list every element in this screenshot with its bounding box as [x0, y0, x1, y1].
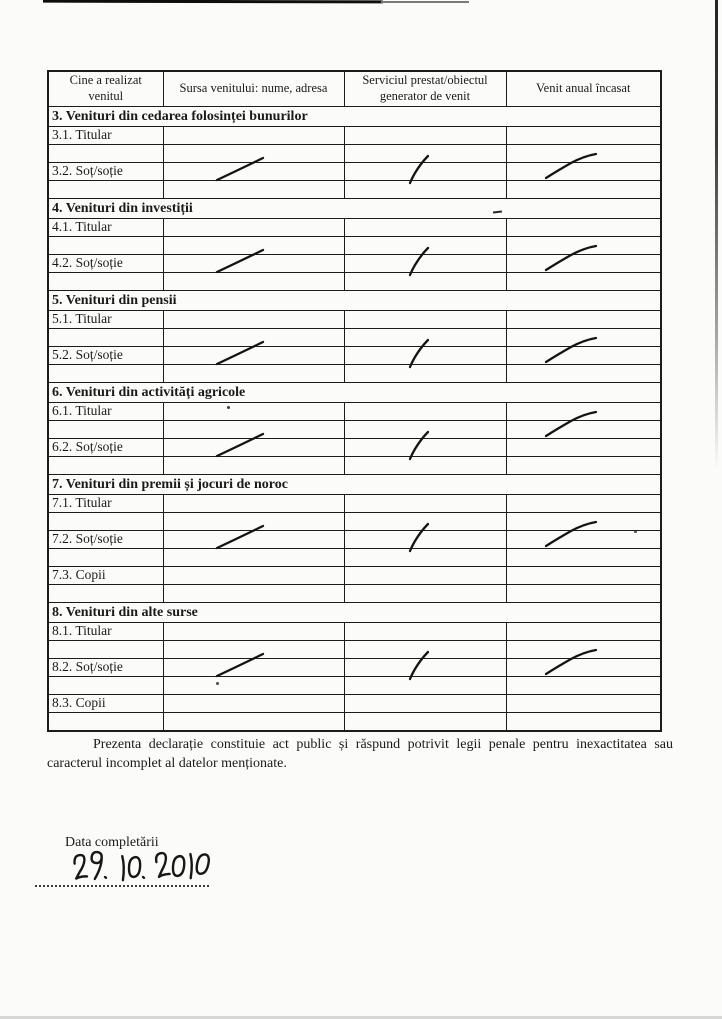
value-cell [344, 421, 506, 439]
value-cell [506, 677, 661, 695]
value-cell [163, 641, 344, 659]
value-cell [344, 127, 506, 145]
value-cell [506, 181, 661, 199]
value-cell [506, 163, 661, 181]
section-title: 5. Venituri din pensii [48, 291, 661, 311]
value-cell [344, 329, 506, 347]
section-title: 8. Venituri din alte surse [48, 603, 661, 623]
value-cell [506, 641, 661, 659]
row-label-cell [48, 329, 163, 347]
column-header: Sursa venitului: nume, adresa [163, 71, 344, 107]
section-title: 3. Venituri din cedarea folosinței bunurilor [48, 107, 661, 127]
value-cell [344, 677, 506, 695]
scan-artifact-top-line-2 [381, 1, 469, 3]
value-cell [506, 365, 661, 383]
value-cell [163, 255, 344, 273]
value-cell [506, 347, 661, 365]
value-cell [163, 145, 344, 163]
scan-artifact-right-edge [715, 0, 718, 470]
row-label-cell [48, 641, 163, 659]
column-header: Venit anual încasat [506, 71, 661, 107]
table-row [48, 513, 661, 531]
row-label-cell [48, 365, 163, 383]
value-cell [344, 219, 506, 237]
value-cell [506, 695, 661, 713]
value-cell [163, 695, 344, 713]
row-label-cell: 6.2. Soț/soție [48, 439, 163, 457]
income-table [47, 70, 662, 732]
row-label-cell [48, 549, 163, 567]
value-cell [163, 677, 344, 695]
row-label-cell [48, 457, 163, 475]
value-cell [344, 549, 506, 567]
value-cell [344, 365, 506, 383]
value-cell [506, 623, 661, 641]
table-row [48, 403, 661, 421]
value-cell [506, 439, 661, 457]
table-row [48, 531, 661, 549]
row-label-cell: 8.2. Soț/soție [48, 659, 163, 677]
row-label-cell [48, 181, 163, 199]
row-label-cell: 7.3. Copii [48, 567, 163, 585]
row-label-cell: 6.1. Titular [48, 403, 163, 421]
table-row [48, 585, 661, 603]
value-cell [163, 163, 344, 181]
table-row [48, 495, 661, 513]
value-cell [506, 403, 661, 421]
row-label-cell: 5.1. Titular [48, 311, 163, 329]
value-cell [344, 713, 506, 732]
value-cell [163, 567, 344, 585]
table-row [48, 237, 661, 255]
value-cell [506, 567, 661, 585]
table-row [48, 623, 661, 641]
value-cell [506, 513, 661, 531]
value-cell [163, 439, 344, 457]
value-cell [344, 273, 506, 291]
value-cell [506, 219, 661, 237]
value-cell [163, 365, 344, 383]
date-label: Data completării [65, 835, 159, 850]
value-cell [506, 659, 661, 677]
row-label-cell: 5.2. Soț/soție [48, 347, 163, 365]
table-row [48, 713, 661, 732]
value-cell [163, 403, 344, 421]
value-cell [344, 145, 506, 163]
table-row [48, 163, 661, 181]
value-cell [506, 549, 661, 567]
value-cell [344, 585, 506, 603]
value-cell [163, 623, 344, 641]
value-cell [344, 403, 506, 421]
declaration-paragraph: Prezenta declarație constituie act public și răspund potrivit legii penale pentru inexactitatea sau caracterul incomplet al datelor menționate. [47, 737, 673, 772]
value-cell [344, 695, 506, 713]
value-cell [163, 273, 344, 291]
table-header-row [48, 71, 661, 107]
scan-artifact-top-line [43, 0, 383, 3]
value-cell [506, 585, 661, 603]
row-label-cell [48, 513, 163, 531]
table-row [48, 145, 661, 163]
value-cell [163, 549, 344, 567]
value-cell [344, 311, 506, 329]
table-row [48, 549, 661, 567]
value-cell [344, 237, 506, 255]
table-row [48, 421, 661, 439]
table-row [48, 365, 661, 383]
value-cell [344, 439, 506, 457]
value-cell [506, 127, 661, 145]
table-row [48, 677, 661, 695]
row-label-cell [48, 273, 163, 291]
row-label-cell [48, 421, 163, 439]
table-row [48, 329, 661, 347]
value-cell [506, 713, 661, 732]
value-cell [163, 457, 344, 475]
table-row [48, 695, 661, 713]
row-label-cell: 7.2. Soț/soție [48, 531, 163, 549]
row-label-cell: 7.1. Titular [48, 495, 163, 513]
row-label-cell [48, 713, 163, 732]
table-row [48, 457, 661, 475]
value-cell [163, 311, 344, 329]
value-cell [163, 585, 344, 603]
row-label-cell: 3.1. Titular [48, 127, 163, 145]
row-label-cell [48, 237, 163, 255]
row-label-cell [48, 585, 163, 603]
value-cell [506, 329, 661, 347]
handwritten-date [72, 852, 232, 888]
value-cell [506, 145, 661, 163]
row-label-cell: 4.1. Titular [48, 219, 163, 237]
value-cell [506, 495, 661, 513]
table-row [48, 347, 661, 365]
table-row [48, 219, 661, 237]
value-cell [163, 181, 344, 199]
value-cell [163, 329, 344, 347]
value-cell [163, 219, 344, 237]
table-row [48, 567, 661, 585]
value-cell [163, 347, 344, 365]
value-cell [344, 347, 506, 365]
table-row [48, 273, 661, 291]
section-title: 6. Venituri din activități agricole [48, 383, 661, 403]
value-cell [344, 181, 506, 199]
row-label-cell [48, 677, 163, 695]
value-cell [506, 457, 661, 475]
value-cell [506, 273, 661, 291]
table-row [48, 181, 661, 199]
column-header: Cine a realizat venitul [48, 71, 163, 107]
section-title: 7. Venituri din premii și jocuri de noroc [48, 475, 661, 495]
value-cell [344, 567, 506, 585]
table-row [48, 255, 661, 273]
table-row [48, 641, 661, 659]
table-row [48, 127, 661, 145]
value-cell [344, 163, 506, 181]
value-cell [506, 311, 661, 329]
column-header: Serviciul prestat/obiectul generator de venit [344, 71, 506, 107]
value-cell [344, 457, 506, 475]
value-cell [163, 659, 344, 677]
row-label-cell: 3.2. Soț/soție [48, 163, 163, 181]
row-label-cell: 4.2. Soț/soție [48, 255, 163, 273]
value-cell [506, 421, 661, 439]
value-cell [344, 531, 506, 549]
row-label-cell [48, 145, 163, 163]
value-cell [344, 659, 506, 677]
value-cell [163, 127, 344, 145]
value-cell [163, 421, 344, 439]
row-label-cell: 8.1. Titular [48, 623, 163, 641]
value-cell [163, 531, 344, 549]
value-cell [506, 237, 661, 255]
value-cell [506, 255, 661, 273]
value-cell [163, 237, 344, 255]
value-cell [506, 531, 661, 549]
table-row [48, 439, 661, 457]
value-cell [344, 255, 506, 273]
value-cell [163, 495, 344, 513]
value-cell [344, 513, 506, 531]
row-label-cell: 8.3. Copii [48, 695, 163, 713]
value-cell [344, 641, 506, 659]
table-row [48, 311, 661, 329]
value-cell [163, 713, 344, 732]
value-cell [163, 513, 344, 531]
value-cell [344, 495, 506, 513]
value-cell [344, 623, 506, 641]
section-title: 4. Venituri din investiții [48, 199, 661, 219]
table-row [48, 659, 661, 677]
